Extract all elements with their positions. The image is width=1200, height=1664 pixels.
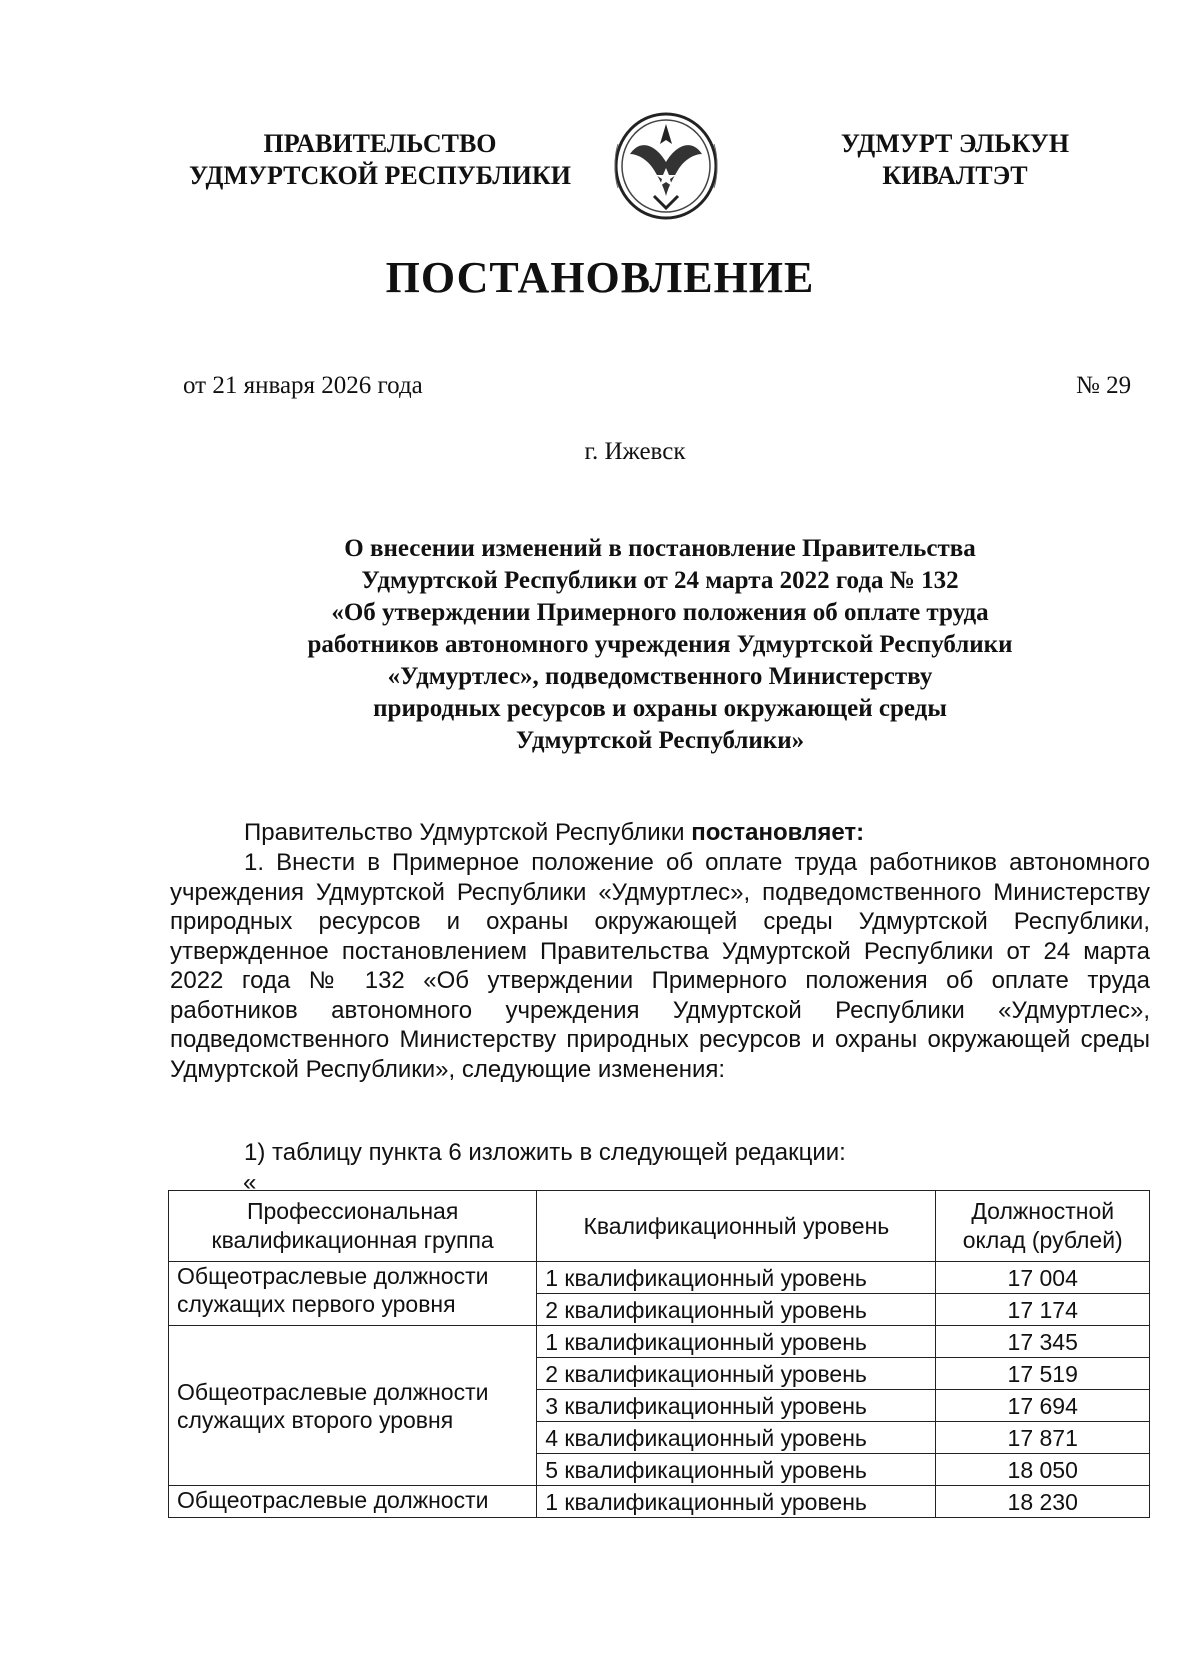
government-name-udm — [790, 128, 1120, 192]
subject-line: «Удмуртлес», подведомственного Министерству — [387, 663, 933, 690]
salary-cell: 17 345 — [936, 1326, 1150, 1358]
subject-line: О внесении изменений в постановление Правительства — [344, 535, 976, 562]
salary-table — [168, 1190, 1150, 1518]
subject-line: «Об утверждении Примерного положения об оплате труда — [331, 599, 989, 626]
level-cell: 1 квалификационный уровень — [537, 1326, 936, 1358]
intro-text: Правительство Удмуртской Республики — [244, 819, 692, 846]
document-date: от 21 января 2026 года — [183, 372, 423, 399]
subject-line: природных ресурсов и охраны окружающей среды — [373, 695, 947, 722]
subject-line: Удмуртской Республики от 24 марта 2022 года № 132 — [361, 567, 959, 594]
level-cell: 2 квалификационный уровень — [537, 1294, 936, 1326]
subject-line: Удмуртской Республики» — [515, 727, 805, 754]
document-type-title: ПОСТАНОВЛЕНИЕ — [385, 253, 815, 302]
document-subject — [240, 533, 1080, 757]
salary-cell: 17 004 — [936, 1262, 1150, 1294]
table-row — [169, 1486, 1150, 1518]
government-name-udm-line2: КИВАЛТЭТ — [882, 161, 1028, 190]
table-row — [169, 1262, 1150, 1294]
quote-open: « — [243, 1169, 257, 1196]
salary-cell: 17 694 — [936, 1390, 1150, 1422]
level-cell: 2 квалификационный уровень — [537, 1358, 936, 1390]
government-name-line2: УДМУРТСКОЙ РЕСПУБЛИКИ — [189, 161, 571, 190]
intro-bold: постановляет — [691, 819, 857, 846]
level-cell: 4 квалификационный уровень — [537, 1422, 936, 1454]
intro-paragraph — [170, 818, 1150, 848]
salary-cell: 18 050 — [936, 1454, 1150, 1486]
header-level: Квалификационный уровень — [537, 1191, 936, 1262]
subject-line: работников автономного учреждения Удмуртской Республики — [307, 631, 1013, 658]
level-cell: 3 квалификационный уровень — [537, 1390, 936, 1422]
government-name-udm-line1: УДМУРТ ЭЛЬКУН — [840, 129, 1070, 158]
document-city: г. Ижевск — [584, 438, 686, 465]
table-header-row — [169, 1191, 1150, 1262]
intro-colon: : — [856, 819, 865, 846]
table-row — [169, 1326, 1150, 1358]
salary-cell: 17 174 — [936, 1294, 1150, 1326]
level-cell: 5 квалификационный уровень — [537, 1454, 936, 1486]
level-cell: 1 квалификационный уровень — [537, 1486, 936, 1518]
header-group: Профессиональная квалификационная группа — [169, 1191, 537, 1262]
coat-of-arms-icon — [610, 104, 722, 226]
group-cell: Общеотраслевые должности служащих второго уровня — [169, 1326, 537, 1486]
government-name-ru — [150, 128, 610, 192]
paragraph-1: 1. Внести в Примерное положение об оплате труда работников автономного учреждения Удмуртской Республики «Удмуртлес», подведомственного Министерству природных ресурсов и охраны окружающей среды Удмуртской Республики, утвержденное постановлением Правительства Удмуртской Республики от 24 марта 2022 года № 132 «Об утверждении Примерного положения об оплате труда работников автономного учреждения Удмуртской Республики «Удмуртлес», подведомственного Министерству природных ресурсов и охраны окружающей среды Удмуртской Республики», следующие изменения: — [170, 849, 1150, 1083]
header-salary: Должностной оклад (рублей) — [936, 1191, 1150, 1262]
salary-cell: 17 871 — [936, 1422, 1150, 1454]
salary-cell: 18 230 — [936, 1486, 1150, 1518]
group-cell: Общеотраслевые должности служащих первого уровня — [169, 1262, 537, 1326]
group-cell: Общеотраслевые должности — [169, 1486, 537, 1518]
subitem-1: 1) таблицу пункта 6 изложить в следующей редакции: — [244, 1139, 846, 1166]
level-cell: 1 квалификационный уровень — [537, 1262, 936, 1294]
document-number: № 29 — [1076, 372, 1132, 399]
salary-cell: 17 519 — [936, 1358, 1150, 1390]
government-name-line1: ПРАВИТЕЛЬСТВО — [263, 129, 497, 158]
